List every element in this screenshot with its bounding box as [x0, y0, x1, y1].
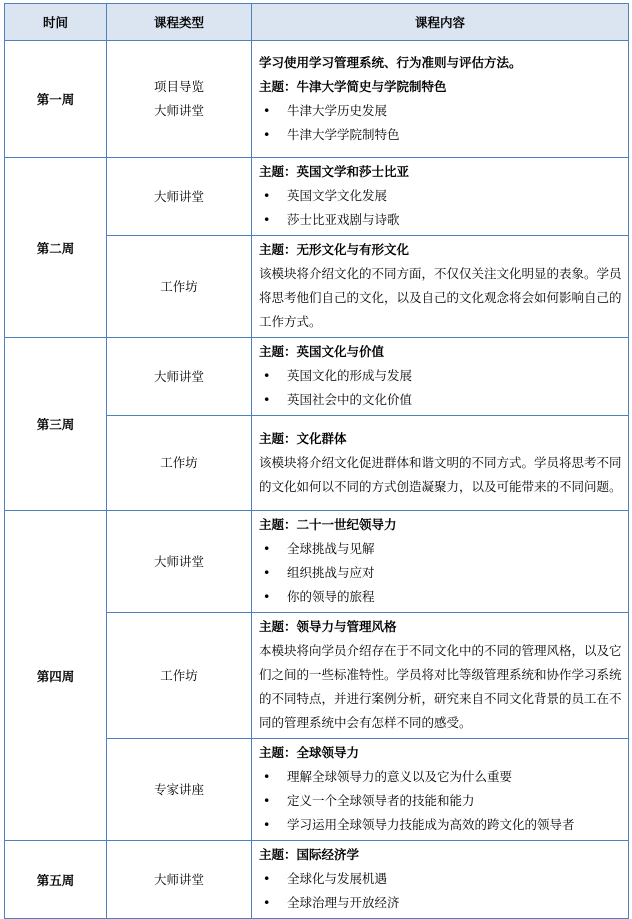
week3-content-workshop: [252, 416, 629, 511]
list-item: • 全球化与发展机遇: [259, 867, 622, 891]
week5-bullets: [259, 867, 622, 915]
list-item: • 理解全球领导力的意义以及它为什么重要: [259, 765, 622, 789]
week4-content-expert: [252, 739, 629, 841]
week2-type-workshop: 工作坊: [107, 236, 252, 338]
week5-label: 第五周: [5, 841, 107, 919]
week1-type-line1: 项目导览: [153, 79, 204, 94]
list-item: • 牛津大学历史发展: [259, 99, 622, 123]
week4-theme-lecture: 主题：二十一世纪领导力: [259, 517, 397, 532]
list-item: • 英国社会中的文化价值: [259, 388, 622, 412]
list-item: • 组织挑战与应对: [259, 561, 622, 585]
week1-intro: 学习使用学习管理系统、行为准则与评估方法。: [259, 54, 522, 70]
list-item: • 莎士比亚戏剧与诗歌: [259, 208, 622, 232]
week1-type: [107, 41, 252, 158]
list-item: • 全球治理与开放经济: [259, 891, 622, 915]
week1-bullets: [259, 99, 622, 147]
week1-label: 第一周: [5, 41, 107, 158]
list-item: • 英国文学文化发展: [259, 184, 622, 208]
week4-label: 第四周: [5, 511, 107, 841]
week2-bullets: [259, 184, 622, 232]
header-time: 时间: [5, 4, 107, 41]
week3-label: 第三周: [5, 338, 107, 511]
list-item: • 你的领导的旅程: [259, 585, 622, 609]
list-item: • 英国文化的形成与发展: [259, 364, 622, 388]
week5-row: [5, 841, 629, 919]
week4-type-lecture: 大师讲堂: [107, 511, 252, 613]
week4-type-workshop: 工作坊: [107, 613, 252, 739]
week5-content: [252, 841, 629, 919]
week2-description: 该模块将介绍文化的不同方面，不仅仅关注文化明显的表象。学员将思考他们自己的文化，以及自己的文化观念将会如何影响自己的工作方式。: [259, 266, 622, 329]
week2-row-lecture: [5, 158, 629, 236]
week1-type-line2: 大师讲堂: [153, 103, 204, 118]
week1-theme: 主题：牛津大学简史与学院制特色: [259, 78, 447, 94]
week2-theme-workshop: 主题：无形文化与有形文化: [259, 242, 410, 257]
week4-content-lecture: [252, 511, 629, 613]
week3-content-lecture: [252, 338, 629, 416]
week2-type-lecture: 大师讲堂: [107, 158, 252, 236]
table-header-row: [5, 4, 629, 41]
week3-theme-workshop: 主题：文化群体: [259, 430, 347, 446]
week4-type-expert: 专家讲座: [107, 739, 252, 841]
course-schedule-table: [4, 3, 629, 919]
week4-theme-workshop: 主题：领导力与管理风格: [259, 619, 397, 634]
week3-type-workshop: 工作坊: [107, 416, 252, 511]
week3-type-lecture: 大师讲堂: [107, 338, 252, 416]
week2-content-workshop: [252, 236, 629, 338]
header-course-content: 课程内容: [252, 4, 629, 41]
week5-type: 大师讲堂: [107, 841, 252, 919]
week4-description: 本模块将向学员介绍存在于不同文化中的不同的管理风格，以及它们之间的一些标准特性。学员将对比等级管理系统和协作学习系统的不同特点，并进行案例分析，研究来自不同文化背景的员工在不同的管理系统中会有怎样不同的感受。: [259, 643, 622, 730]
week2-label: 第二周: [5, 158, 107, 338]
week3-theme-lecture: 主题：英国文化与价值: [259, 344, 385, 359]
week4-content-workshop: [252, 613, 629, 739]
week2-theme-lecture: 主题：英国文学和莎士比亚: [259, 164, 410, 179]
list-item: • 牛津大学学院制特色: [259, 123, 622, 147]
list-item: • 全球挑战与见解: [259, 537, 622, 561]
week3-description: 该模块将介绍文化促进群体和谐文明的不同方式。学员将思考不同的文化如何以不同的方式创造凝聚力，以及可能带来的不同问题。: [259, 454, 622, 494]
week4-bullets: [259, 537, 622, 609]
list-item: • 学习运用全球领导力技能成为高效的跨文化的领导者: [259, 813, 622, 837]
week1-content: [252, 41, 629, 158]
week2-content-lecture: [252, 158, 629, 236]
week4-theme-expert: 主题：全球领导力: [259, 745, 360, 760]
week5-theme: 主题：国际经济学: [259, 847, 360, 862]
week4-row-lecture: [5, 511, 629, 613]
header-course-type: 课程类型: [107, 4, 252, 41]
week4-expert-bullets: [259, 765, 622, 837]
list-item: • 定义一个全球领导者的技能和能力: [259, 789, 622, 813]
week3-row-lecture: [5, 338, 629, 416]
week1-row: [5, 41, 629, 158]
week3-bullets: [259, 364, 622, 412]
